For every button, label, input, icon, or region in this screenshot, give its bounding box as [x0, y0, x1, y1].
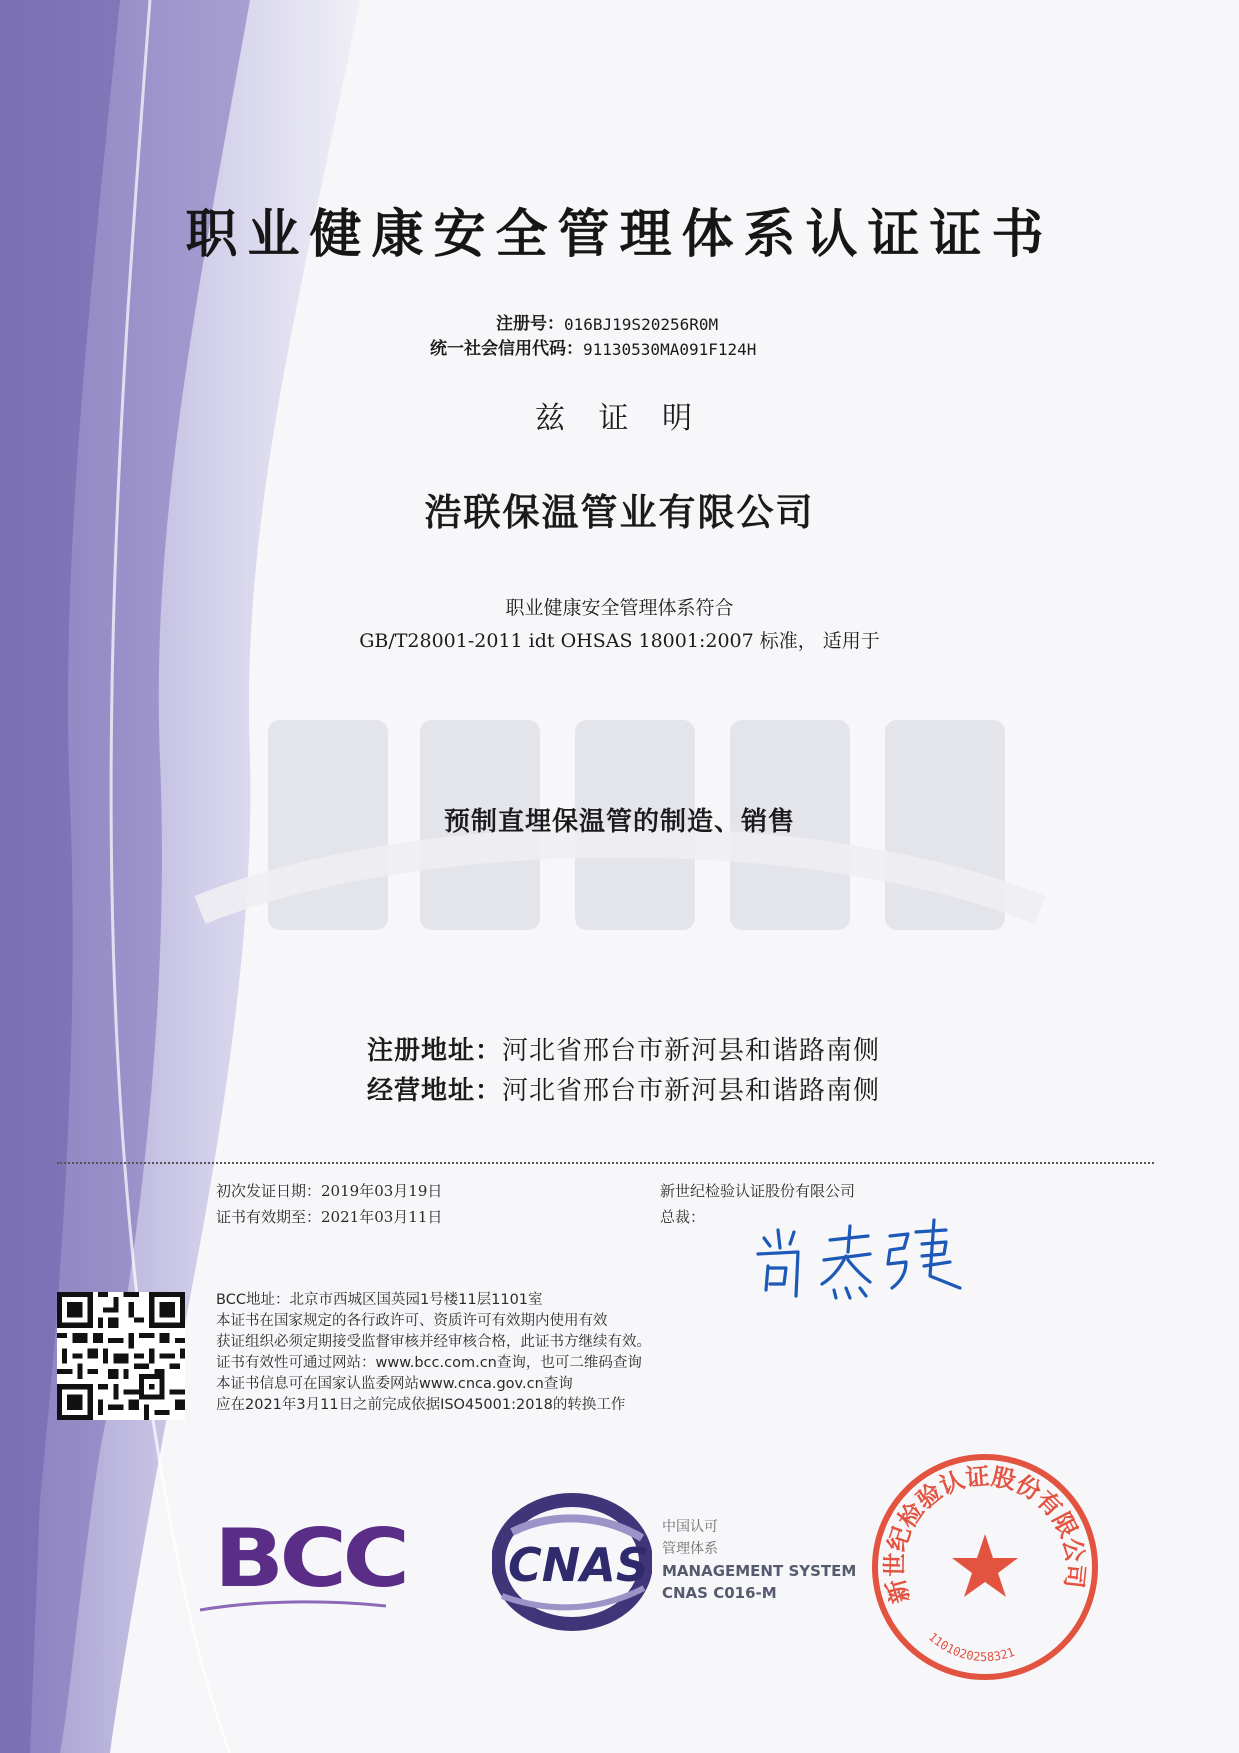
valid-until-row — [216, 1206, 442, 1227]
credit-code-label: 统一社会信用代码： — [430, 339, 583, 359]
note-line: BCC地址：北京市西城区国英园1号楼11层1101室 — [216, 1292, 543, 1308]
hereby-certify: 兹 证 明 — [534, 401, 705, 436]
company-seal — [870, 1452, 1100, 1682]
note-line: 本证书在国家规定的各行政许可、资质许可有效期内使用有效 — [216, 1313, 608, 1329]
verification-qr-code — [57, 1292, 185, 1420]
credit-code-value: 91130530MA091F124H — [583, 340, 757, 359]
note-line: 证书有效性可通过网站：www.bcc.com.cn查询，也可二维码查询 — [216, 1355, 642, 1371]
valid-until-label: 证书有效期至： — [216, 1208, 322, 1226]
registration-number-row — [430, 312, 756, 337]
company-name: 浩联保温管业有限公司 — [424, 490, 815, 534]
cnas-cn-line1: 中国认可 — [662, 1519, 718, 1535]
conformity-statement-line2: GB/T28001-2011 idt OHSAS 18001:2007 标准， 适用于 — [359, 630, 880, 652]
note-line: 本证书信息可在国家认监委网站www.cnca.gov.cn查询 — [216, 1376, 573, 1392]
business-address-label: 经营地址： — [367, 1076, 503, 1106]
divider-line — [57, 1162, 1154, 1164]
cnas-en-line1: MANAGEMENT SYSTEM — [662, 1562, 857, 1580]
conformity-statement-line1: 职业健康安全管理体系符合 — [505, 597, 734, 619]
svg-text:1101020258321: 1101020258321 — [925, 1629, 1017, 1665]
valid-until-date: 2021年03月11日 — [321, 1208, 443, 1226]
certification-scope: 预制直埋保温管的制造、销售 — [443, 807, 795, 837]
bcc-logo-swoosh — [198, 1598, 388, 1614]
issuer-name: 新世纪检验认证股份有限公司 — [660, 1182, 856, 1200]
svg-text:新世纪检验认证股份有限公司: 新世纪检验认证股份有限公司 — [879, 1461, 1091, 1607]
note-line: 应在2021年3月11日之前完成依据ISO45001:2018的转换工作 — [216, 1397, 626, 1413]
bcc-logo: BCC — [214, 1512, 406, 1605]
cnas-en-line2: CNAS C016-M — [662, 1584, 777, 1602]
registered-address-row — [367, 1030, 880, 1067]
registration-block — [430, 312, 756, 362]
president-signature — [750, 1218, 970, 1308]
first-issue-label: 初次发证日期： — [216, 1182, 322, 1200]
registration-number-value: 016BJ19S20256R0M — [564, 315, 719, 334]
registration-number-label: 注册号： — [496, 314, 564, 334]
registered-address-value: 河北省邢台市新河县和谐路南侧 — [502, 1036, 881, 1066]
note-line: 获证组织必须定期接受监督审核并经审核合格，此证书方继续有效。 — [216, 1334, 651, 1350]
certificate-notes — [216, 1290, 651, 1416]
registered-address-label: 注册地址： — [367, 1036, 503, 1066]
cnas-cn-line2: 管理体系 — [662, 1541, 718, 1557]
certificate-title: 职业健康安全管理体系认证证书 — [185, 204, 1054, 265]
credit-code-row — [430, 337, 756, 362]
business-address-value: 河北省邢台市新河县和谐路南侧 — [502, 1076, 881, 1106]
business-address-row — [367, 1070, 880, 1107]
first-issue-date: 2019年03月19日 — [321, 1182, 443, 1200]
cnas-logo-text: CNAS — [508, 1538, 649, 1592]
president-label: 总裁： — [660, 1208, 706, 1226]
first-issue-row — [216, 1180, 442, 1201]
